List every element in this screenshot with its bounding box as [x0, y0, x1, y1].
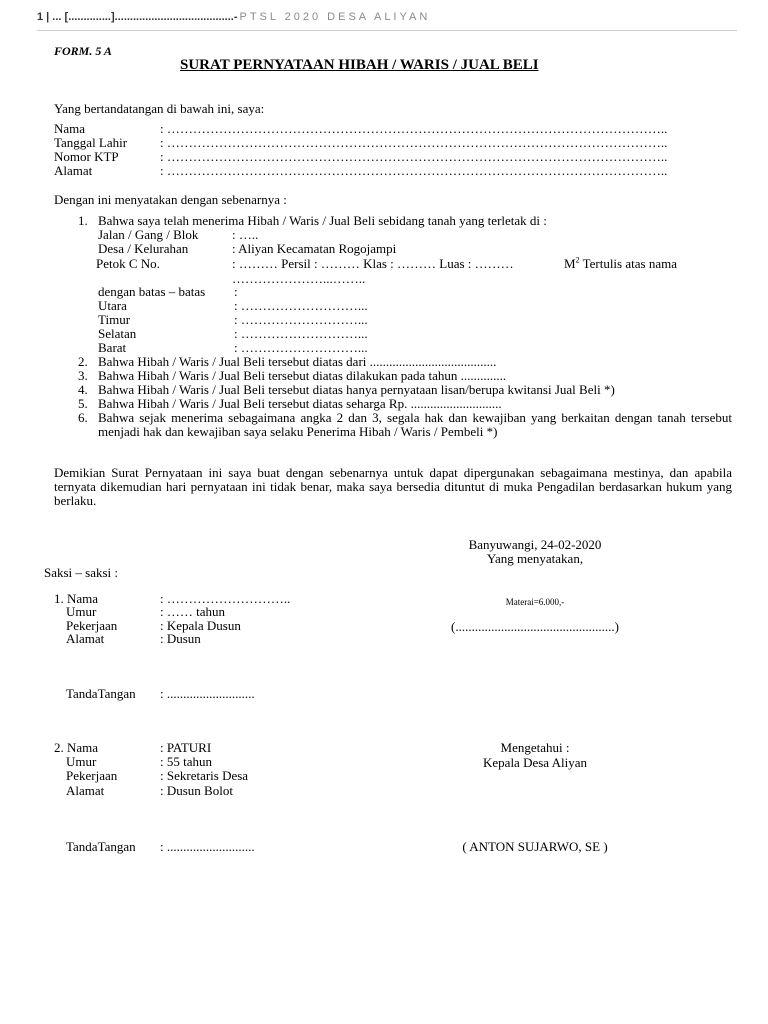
field-value-nomor-ktp: : …………………………………………………………………………………………………….. — [160, 149, 668, 164]
item-6-text: Bahwa sejak menerima sebagaimana angka 2 dan 3, segala hak dan kewajiban yang berkaitan dengan tanah tersebut menjadi hak dan kewajiban saya selaku Penerima Hibah / Waris / Pembeli *) — [98, 410, 732, 439]
m2-unit: M — [564, 256, 576, 271]
declare-text: Dengan ini menyatakan dengan sebenarnya : — [54, 192, 287, 207]
desa-value: : Aliyan Kecamatan Rogojampi — [232, 241, 397, 256]
field-label-tanggal-lahir: Tanggal Lahir — [54, 135, 128, 150]
declarer-label: Yang menyatakan, — [486, 551, 584, 566]
witness-2-name-label: 2. Nama — [54, 740, 99, 755]
item-1-text: Bahwa saya telah menerima Hibah / Waris / Jual Beli sebidang tanah yang terletak di : — [98, 213, 547, 228]
item-5-text: Bahwa Hibah / Waris / Jual Beli tersebut diatas seharga Rp. ............................ — [98, 396, 502, 411]
witness-1-ttd-label: TandaTangan — [66, 686, 136, 701]
item-2-number: 2. — [78, 354, 88, 369]
kepala-desa-label: Kepala Desa Aliyan — [483, 755, 587, 770]
witness-1-alamat: : Dusun — [160, 631, 201, 646]
witness-2-umur: : 55 tahun — [160, 754, 212, 769]
witness-2-alamat-label: Alamat — [66, 783, 105, 798]
border-label-utara: Utara — [98, 298, 127, 313]
witness-2-ttd: : ........................... — [160, 839, 255, 854]
witness-1-name: : ……………………….. — [160, 591, 291, 606]
item-5-number: 5. — [78, 396, 88, 411]
page-header — [37, 10, 737, 31]
witness-1-alamat-label: Alamat — [66, 631, 105, 646]
document-title: SURAT PERNYATAAN HIBAH / WARIS / JUAL BELI — [180, 57, 539, 73]
batas-value: : — [234, 284, 238, 299]
witness-1-pekerjaan: : Kepala Dusun — [160, 618, 241, 633]
field-value-nama: : …………………………………………………………………………………………………….. — [160, 121, 668, 136]
m2-rest: Tertulis atas nama — [579, 256, 677, 271]
mengetahui-label: Mengetahui : — [500, 740, 570, 755]
item-3-text: Bahwa Hibah / Waris / Jual Beli tersebut diatas dilakukan pada tahun .............. — [98, 368, 507, 383]
desa-label: Desa / Kelurahan — [98, 241, 189, 256]
field-value-tanggal-lahir: : …………………………………………………………………………………………………….. — [160, 135, 668, 150]
item-2-text: Bahwa Hibah / Waris / Jual Beli tersebut diatas dari ....................................... — [98, 354, 497, 369]
header-left: 1 | ... [..............].......................................- — [37, 11, 238, 23]
border-label-timur: Timur — [98, 312, 131, 327]
border-value-selatan: : ………………………... — [234, 326, 368, 341]
item-6-number: 6. — [78, 410, 88, 425]
border-label-barat: Barat — [98, 340, 127, 355]
petok-label: Petok C No. — [96, 256, 160, 271]
border-value-utara: : ………………………... — [234, 298, 368, 313]
field-value-alamat: : …………………………………………………………………………………………………….. — [160, 163, 668, 178]
petok-continuation: …………………...…….. — [232, 271, 366, 286]
declarer-signature-blank: (.................................................) — [451, 619, 619, 634]
witness-1-umur: : …… tahun — [160, 604, 225, 619]
witness-1-name-label: 1. Nama — [54, 591, 99, 606]
item-1-number: 1. — [78, 213, 88, 228]
m2-superscript: 2 — [575, 255, 580, 265]
form-code: FORM. 5 A — [54, 44, 112, 58]
petok-m2 — [564, 257, 677, 271]
witness-2-umur-label: Umur — [66, 754, 97, 769]
witness-1-umur-label: Umur — [66, 604, 97, 619]
closing-paragraph: Demikian Surat Pernyataan ini saya buat dengan sebenarnya untuk dapat dipergunakan sebagaimana mestinya, dan apabila ternyata dikemudian hari pernyataan ini tidak benar, maka saya bersedia dituntut di muka Pengadilan berdasarkan hukum yang berlaku. — [54, 465, 732, 508]
jalan-label: Jalan / Gang / Blok — [98, 227, 199, 242]
intro-text: Yang bertandatangan di bawah ini, saya: — [54, 101, 265, 116]
border-label-selatan: Selatan — [98, 326, 137, 341]
witnesses-title: Saksi – saksi : — [44, 565, 119, 580]
witness-2-ttd-label: TandaTangan — [66, 839, 136, 854]
border-value-barat: : ………………………... — [234, 340, 368, 355]
witness-1-ttd: : ........................... — [160, 686, 255, 701]
field-label-nama: Nama — [54, 121, 86, 136]
witness-2-alamat: : Dusun Bolot — [160, 783, 233, 798]
kepala-desa-name: ( ANTON SUJARWO, SE ) — [462, 839, 608, 854]
field-label-alamat: Alamat — [54, 163, 93, 178]
witness-1-pekerjaan-label: Pekerjaan — [66, 618, 118, 633]
item-4-number: 4. — [78, 382, 88, 397]
place-date: Banyuwangi, 24-02-2020 — [468, 537, 602, 552]
border-value-timur: : ………………………... — [234, 312, 368, 327]
jalan-value: : ….. — [232, 227, 259, 242]
petok-value: : ……… Persil : ……… Klas : ……… Luas : ……… — [232, 256, 514, 271]
witness-2-pekerjaan-label: Pekerjaan — [66, 768, 118, 783]
materai-note: Materai=6.000,- — [505, 597, 565, 607]
header-right: PTSL 2020 DESA ALIYAN — [239, 11, 431, 23]
witness-2-pekerjaan: : Sekretaris Desa — [160, 768, 249, 783]
item-4-text: Bahwa Hibah / Waris / Jual Beli tersebut diatas hanya pernyataan lisan/berupa kwitansi Jual Beli *) — [98, 382, 615, 397]
witness-2-name: : PATURI — [160, 740, 212, 755]
item-3-number: 3. — [78, 368, 88, 383]
batas-label: dengan batas – batas — [98, 284, 206, 299]
field-label-nomor-ktp: Nomor KTP — [54, 149, 119, 164]
